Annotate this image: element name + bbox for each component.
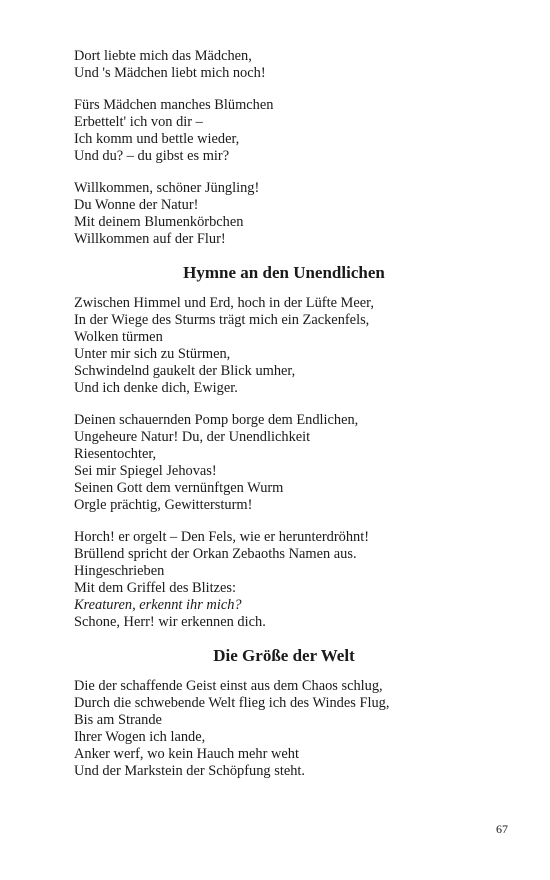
verse-line: Wolken türmen <box>74 329 163 345</box>
poem-title: Hymne an den Unendlichen <box>183 263 385 282</box>
stanza <box>74 97 494 165</box>
verse-line: Riesentochter, <box>74 446 157 462</box>
verse-line: Sei mir Spiegel Jehovas! <box>74 463 217 479</box>
verse-line: Willkommen, schöner Jüngling! <box>74 180 260 196</box>
verse-line: Hingeschrieben <box>74 563 165 579</box>
verse-line: Anker werf, wo kein Hauch mehr weht <box>74 746 299 762</box>
verse-line: Horch! er orgelt – Den Fels, wie er herunterdröhnt! <box>74 529 370 545</box>
verse-line: Brüllend spricht der Orkan Zebaoths Namen aus. <box>74 546 357 562</box>
verse-line: Willkommen auf der Flur! <box>74 231 226 247</box>
verse-line: Seinen Gott dem vernünftgen Wurm <box>74 480 284 496</box>
verse-line: Bis am Strande <box>74 712 162 728</box>
stanza <box>74 412 494 514</box>
verse-line: Ihrer Wogen ich lande, <box>74 729 206 745</box>
verse-line: Dort liebte mich das Mädchen, <box>74 48 252 64</box>
poem <box>74 48 494 248</box>
verse-line: Und 's Mädchen liebt mich noch! <box>74 65 266 81</box>
verse-line: Die der schaffende Geist einst aus dem Chaos schlug, <box>74 678 383 694</box>
page-number: 67 <box>496 822 508 836</box>
verse-line: Und ich denke dich, Ewiger. <box>74 380 238 396</box>
verse-line: Mit dem Griffel des Blitzes: <box>74 580 236 596</box>
poem <box>74 646 494 780</box>
book-page <box>74 48 494 795</box>
verse-line: Schone, Herr! wir erkennen dich. <box>74 614 266 630</box>
poem <box>74 263 494 631</box>
verse-line: Fürs Mädchen manches Blümchen <box>74 97 274 113</box>
verse-line: Mit deinem Blumenkörbchen <box>74 214 244 230</box>
verse-line: Schwindelnd gaukelt der Blick umher, <box>74 363 296 379</box>
verse-line: Kreaturen, erkennt ihr mich? <box>74 597 242 613</box>
stanza <box>74 295 494 397</box>
stanza <box>74 678 494 780</box>
stanza <box>74 48 494 82</box>
verse-line: Ungeheure Natur! Du, der Unendlichkeit <box>74 429 311 445</box>
verse-line: Ich komm und bettle wieder, <box>74 131 240 147</box>
verse-line: Durch die schwebende Welt flieg ich des Windes Flug, <box>74 695 390 711</box>
stanza <box>74 180 494 248</box>
verse-line: Und der Markstein der Schöpfung steht. <box>74 763 306 779</box>
poem-title: Die Größe der Welt <box>213 646 355 665</box>
verse-line: Erbettelt' ich von dir – <box>74 114 203 130</box>
verse-line: Zwischen Himmel und Erd, hoch in der Lüfte Meer, <box>74 295 374 311</box>
verse-line: Orgle prächtig, Gewittersturm! <box>74 497 253 513</box>
verse-line: Du Wonne der Natur! <box>74 197 199 213</box>
verse-line: Und du? – du gibst es mir? <box>74 148 230 164</box>
verse-line: In der Wiege des Sturms trägt mich ein Zackenfels, <box>74 312 370 328</box>
verse-line: Deinen schauernden Pomp borge dem Endlichen, <box>74 412 359 428</box>
verse-line: Unter mir sich zu Stürmen, <box>74 346 231 362</box>
stanza <box>74 529 494 631</box>
